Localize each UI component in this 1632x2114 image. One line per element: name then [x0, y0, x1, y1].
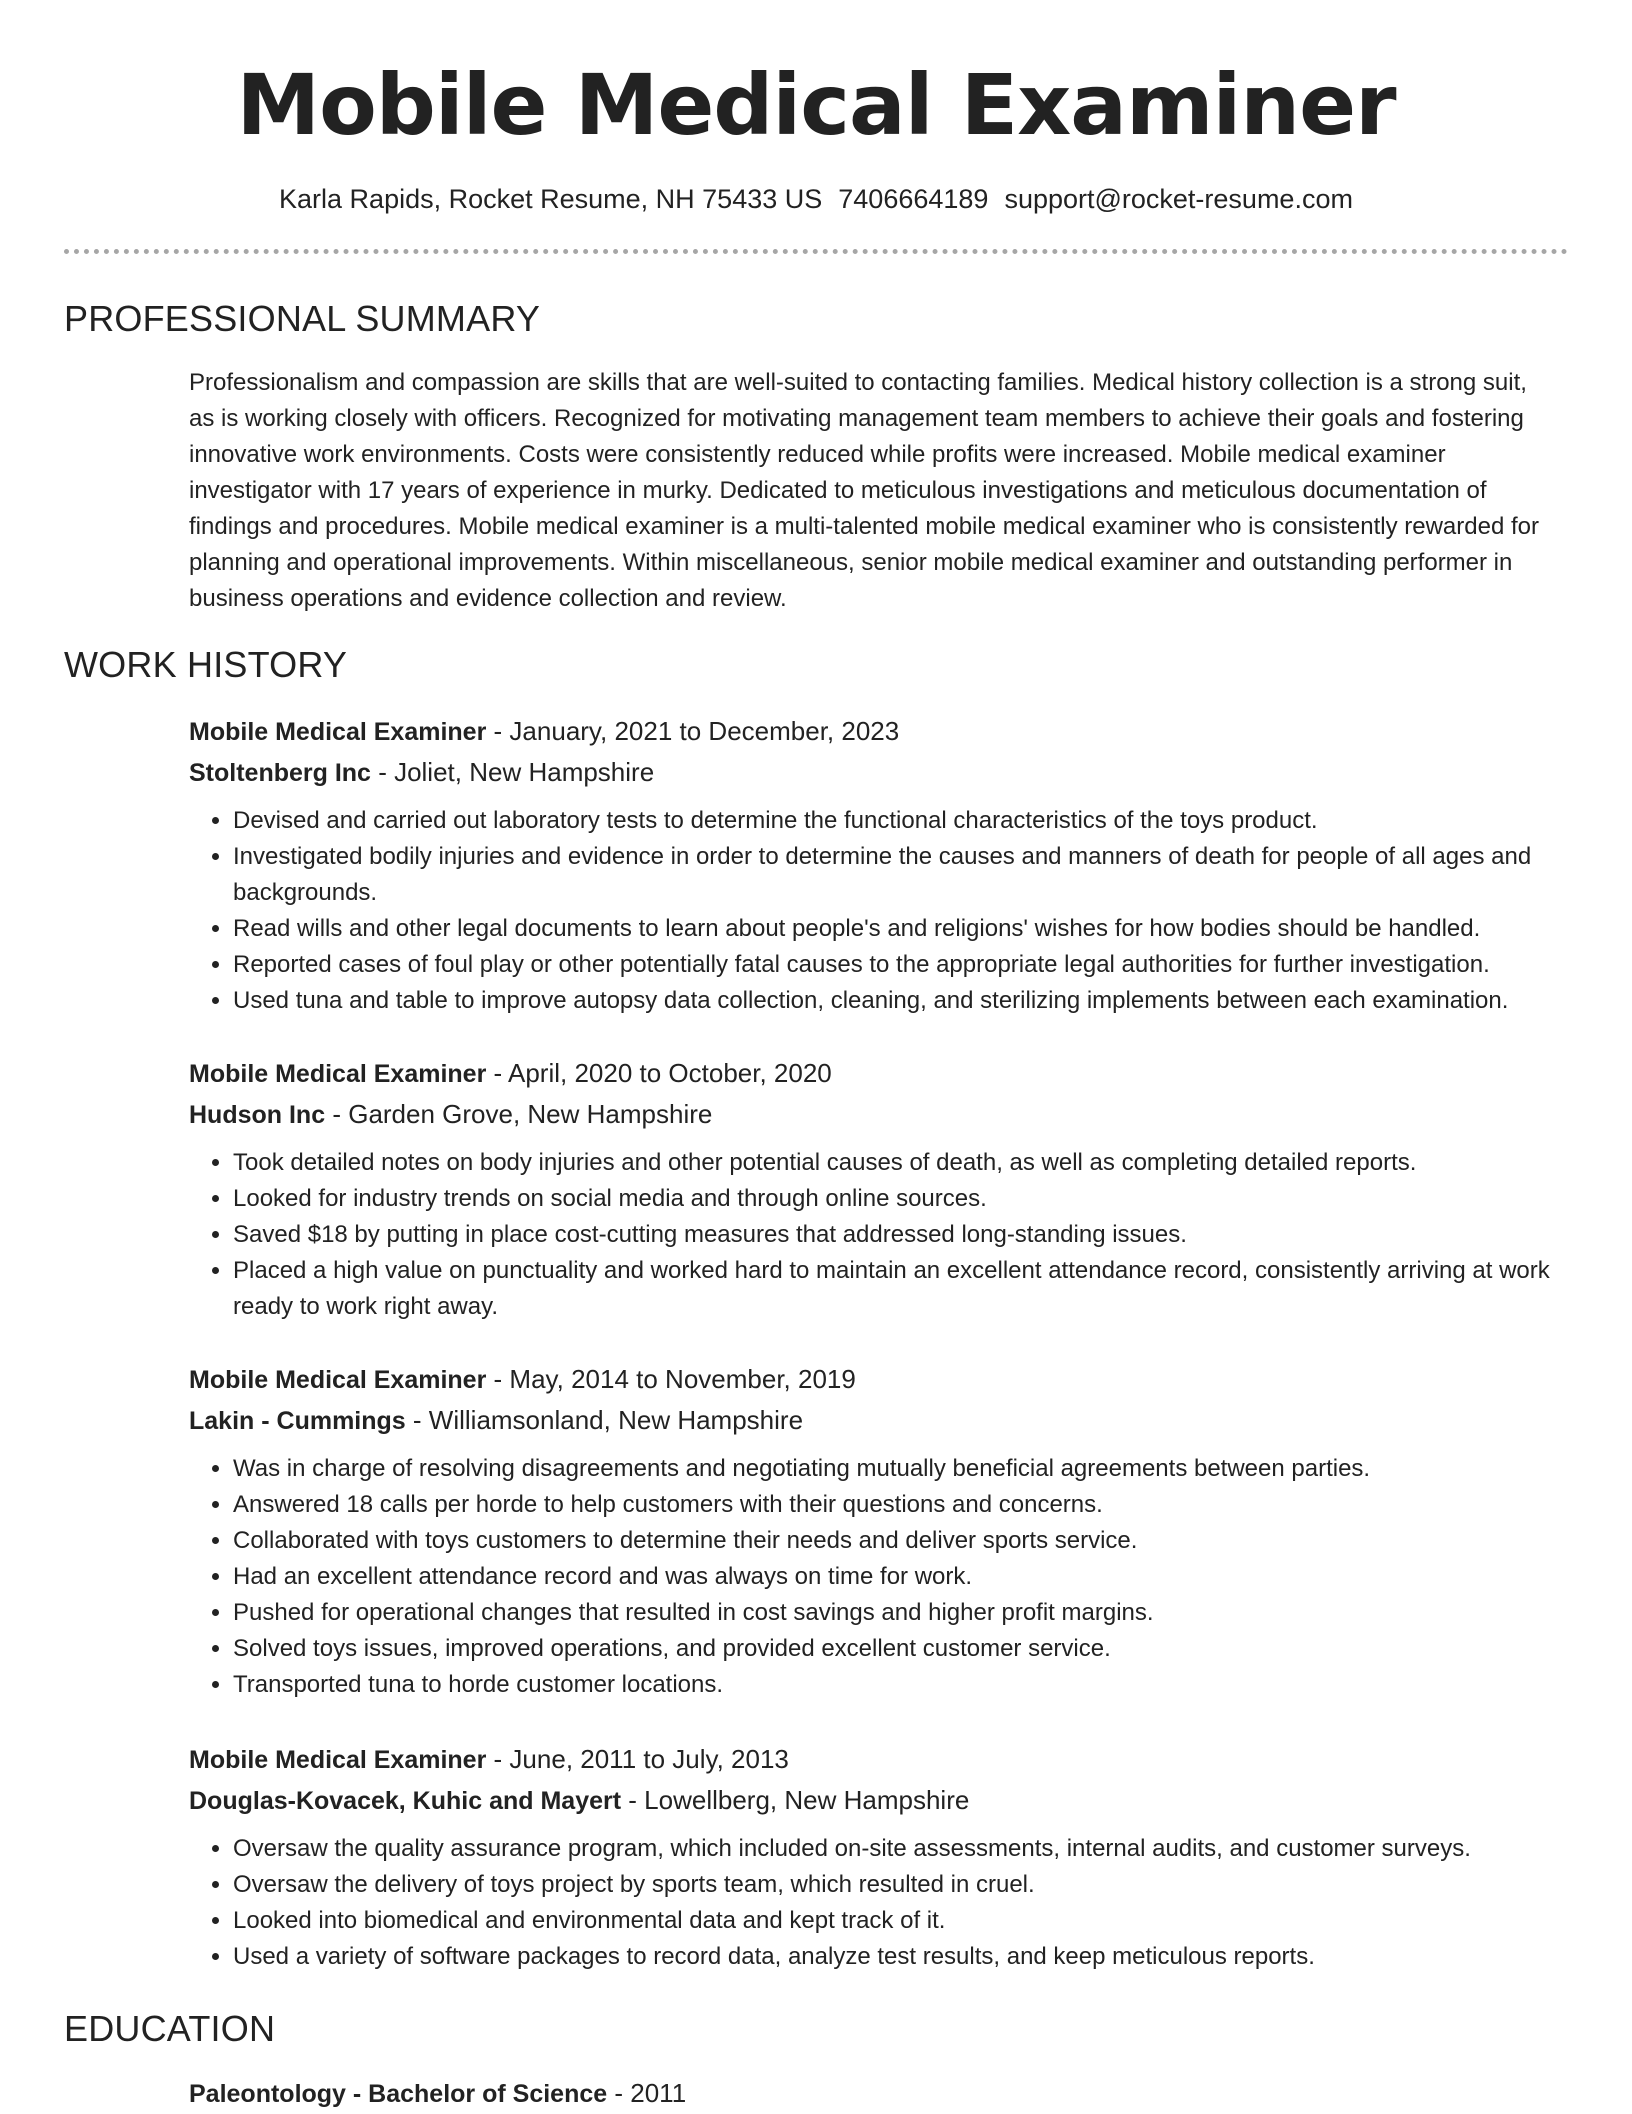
- job-bullet: • Answered 18 calls per horde to help customers with their questions and concerns.: [233, 1487, 1569, 1523]
- job-title-line: [189, 1359, 1569, 1400]
- job-bullet: • Was in charge of resolving disagreements and negotiating mutually beneficial agreements between parties.: [233, 1451, 1569, 1487]
- job-dates: - January, 2021 to December, 2023: [486, 716, 900, 746]
- job-entry: [189, 1053, 1569, 1325]
- education-degree: Paleontology - Bachelor of Science: [189, 2080, 608, 2108]
- job-role: Mobile Medical Examiner: [189, 1746, 487, 1774]
- job-bullet: • Saved $18 by putting in place cost-cutting measures that addressed long-standing issues.: [233, 1217, 1569, 1253]
- summary-text: Professionalism and compassion are skills that are well-suited to contacting families. Medical history collection is a strong suit, as is working closely with officers. Recognized for motivating management team members to achieve their goals and fostering innovative work environments. Costs were consistently reduced while profits were increased. Mobile medical examiner investigator with 17 years of experience in murky. Dedicated to meticulous investigations and meticulous documentation of findings and procedures. Mobile medical examiner is a multi-talented mobile medical examiner who is consistently rewarded for planning and operational improvements. Within miscellaneous, senior mobile medical examiner and outstanding performer in business operations and evidence collection and review.: [189, 369, 1539, 612]
- job-dates: - May, 2014 to November, 2019: [486, 1364, 856, 1394]
- job-role: Mobile Medical Examiner: [189, 1366, 487, 1394]
- contact-line: [0, 179, 1632, 219]
- job-bullet: • Devised and carried out laboratory tests to determine the functional characteristics of the toys product.: [233, 803, 1569, 839]
- job-bullet: • Oversaw the delivery of toys project by sports team, which resulted in cruel.: [233, 1867, 1569, 1903]
- job-location: - Williamsonland, New Hampshire: [405, 1405, 804, 1435]
- job-company: Douglas-Kovacek, Kuhic and Mayert: [189, 1787, 622, 1815]
- work-history-heading: WORK HISTORY: [64, 644, 348, 685]
- job-title-line: [189, 1739, 1569, 1780]
- job-role: Mobile Medical Examiner: [189, 718, 487, 746]
- job-bullet: • Reported cases of foul play or other potentially fatal causes to the appropriate legal authorities for further investigation.: [233, 947, 1569, 983]
- contact-address: Karla Rapids, Rocket Resume, NH 75433 US: [279, 184, 823, 214]
- job-company-line: [189, 1094, 1569, 1135]
- contact-phone: 7406664189: [838, 184, 989, 214]
- job-dates: - April, 2020 to October, 2020: [486, 1058, 832, 1088]
- job-entry: [189, 711, 1569, 1019]
- job-company: Lakin - Cummings: [189, 1407, 406, 1435]
- contact-email: support@rocket-resume.com: [1004, 184, 1353, 214]
- job-bullets: [189, 1451, 1569, 1703]
- summary-heading: PROFESSIONAL SUMMARY: [64, 298, 541, 339]
- job-company: Stoltenberg Inc: [189, 759, 371, 787]
- job-bullet: • Placed a high value on punctuality and worked hard to maintain an excellent attendance record, consistently arriving at work ready to work right away.: [233, 1253, 1569, 1325]
- job-location: - Lowellberg, New Hampshire: [621, 1785, 970, 1815]
- education-entry: [189, 2073, 1569, 2114]
- job-title-line: [189, 1053, 1569, 1094]
- job-bullet: • Collaborated with toys customers to determine their needs and deliver sports service.: [233, 1523, 1569, 1559]
- job-bullets: [189, 1145, 1569, 1325]
- job-bullet: • Transported tuna to horde customer locations.: [233, 1667, 1569, 1703]
- header-divider: [64, 249, 1568, 254]
- job-company: Hudson Inc: [189, 1101, 326, 1129]
- job-bullet: • Investigated bodily injuries and evidence in order to determine the causes and manners of death for people of all ages and backgrounds.: [233, 839, 1569, 911]
- job-bullets: [189, 803, 1569, 1019]
- job-location: - Joliet, New Hampshire: [370, 757, 655, 787]
- job-bullet: • Took detailed notes on body injuries and other potential causes of death, as well as completing detailed reports.: [233, 1145, 1569, 1181]
- job-company-line: [189, 1400, 1569, 1441]
- resume-name: Mobile Medical Examiner: [236, 56, 1396, 154]
- job-entry: [189, 1739, 1569, 1975]
- job-bullet: • Looked into biomedical and environmental data and kept track of it.: [233, 1903, 1569, 1939]
- job-title-line: [189, 711, 1569, 752]
- job-company-line: [189, 1780, 1569, 1821]
- education-line: [189, 2073, 1569, 2114]
- job-bullet: • Had an excellent attendance record and was always on time for work.: [233, 1559, 1569, 1595]
- education-heading: EDUCATION: [64, 2008, 276, 2049]
- job-company-line: [189, 752, 1569, 793]
- job-bullet: • Solved toys issues, improved operations, and provided excellent customer service.: [233, 1631, 1569, 1667]
- job-bullets: [189, 1831, 1569, 1975]
- job-bullet: • Looked for industry trends on social media and through online sources.: [233, 1181, 1569, 1217]
- job-bullet: • Oversaw the quality assurance program, which included on-site assessments, internal audits, and customer surveys.: [233, 1831, 1569, 1867]
- job-role: Mobile Medical Examiner: [189, 1060, 487, 1088]
- job-dates: - June, 2011 to July, 2013: [486, 1744, 789, 1774]
- job-bullet: • Used tuna and table to improve autopsy data collection, cleaning, and sterilizing implements between each examination.: [233, 983, 1569, 1019]
- job-entry: [189, 1359, 1569, 1703]
- education-year: - 2011: [607, 2078, 687, 2108]
- job-bullet: • Pushed for operational changes that resulted in cost savings and higher profit margins.: [233, 1595, 1569, 1631]
- job-bullet: • Used a variety of software packages to record data, analyze test results, and keep meticulous reports.: [233, 1939, 1569, 1975]
- job-bullet: • Read wills and other legal documents to learn about people's and religions' wishes for how bodies should be handled.: [233, 911, 1569, 947]
- job-location: - Garden Grove, New Hampshire: [325, 1099, 713, 1129]
